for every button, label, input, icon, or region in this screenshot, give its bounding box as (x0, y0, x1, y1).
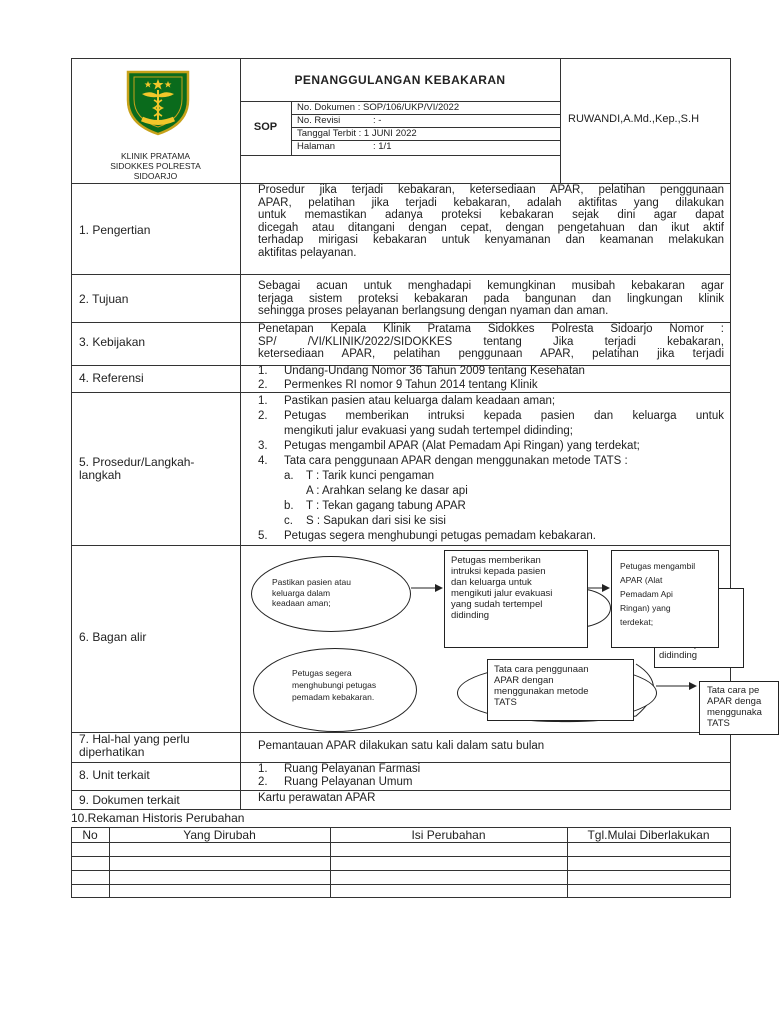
clinic-name: KLINIK PRATAMA SIDOKKES POLRESTA SIDOARJO (110, 151, 201, 181)
label-kebijakan: 3. Kebijakan (79, 335, 146, 349)
flow-node-ghost-instruksi: didinding (654, 588, 744, 668)
doc-field-halaman: Halaman : 1/1 (297, 141, 392, 152)
label-prosedur: 5. Prosedur/Langkah- langkah (79, 455, 195, 482)
rekaman-col-tgl: Tgl.Mulai Diberlakukan (587, 828, 710, 842)
flow-node-ambil-apar: Petugas mengambil APAR (Alat Pemadam Api Ringan) yang terdekat; (611, 550, 719, 648)
flowchart (241, 546, 762, 732)
doc-field-no-dokumen: No. Dokumen : SOP/106/UKP/VI/2022 (297, 102, 460, 113)
doc-field-tanggal: Tanggal Terbit : 1 JUNI 2022 (297, 128, 417, 139)
label-pengertian: 1. Pengertian (79, 223, 151, 237)
flow-node-pemadam: Petugas segera menghubungi petugas pemadam kebakaran. (253, 648, 417, 732)
signer-name: RUWANDI,A.Md.,Kep.,S.H (568, 113, 700, 125)
label-referensi: 4. Referensi (79, 371, 144, 385)
rekaman-col-dirubah: Yang Dirubah (183, 828, 256, 842)
text-kebijakan: Penetapan Kepala Klinik Pratama Sidokkes Polresta Sidoarjo Nomor : SP/ /VI/KLINIK/2022/SIDOKKES tentang Jika terjadi kebakaran, ketersediaan APAR, pelatihan penggunaan APAR, pelatihan jika terjadi (258, 323, 724, 360)
list-unit-terkait: 1. Ruang Pelayanan Farmasi 2. Ruang Pelayanan Umum (258, 763, 421, 788)
label-dokumen-terkait: 9. Dokumen terkait (79, 793, 180, 807)
list-referensi: 1. Undang-Undang Nomor 36 Tahun 2009 tentang Kesehatan 2. Permenkes RI nomor 9 Tahun 2014 tentang Klinik (258, 365, 585, 391)
rekaman-col-no: No (82, 828, 98, 842)
flow-node-tats: Tata cara penggunaan APAR dengan menggunakan metode TATS (487, 659, 634, 721)
text-hal-hal: Pemantauan APAR dilakukan satu kali dalam satu bulan (258, 740, 545, 752)
text-pengertian: Prosedur jika terjadi kebakaran, ketersediaan APAR, pelatihan penggunaan APAR, pelatihan jika terjadi kebakaran, adalah aktifitas yang dilakukan untuk memastikan adanya proteksi kebakaran sejak dini agar dapat dicegah atau ditangani dengan cepat, dengan pengetahuan dan ikut aktif terhadap mirigasi kebakaran untuk kenyamanan dan keamanan melakukan aktifitas pelayanan. (258, 184, 724, 259)
text-dokumen-terkait: Kartu perawatan APAR (258, 792, 376, 804)
list-prosedur: 1. Pastikan pasien atau keluarga dalam keadaan aman; 2. Petugas memberikan intruksi kepada pasien dan keluarga untuk mengikuti jalur evakuasi yang sudah tertempel didinding; 3. Petugas mengambil APAR (Alat Pemadam Api Ringan) yang terdekat; 4. Tata cara penggunaan APAR dengan menggunakan metode TATS : a. T : Tarik kunci pengaman A : Arahkan selang ke dasar api b. T : Tekan gagang tabung APAR c. S : Sapukan dari sisi ke sisi 5. Petugas segera menghubungi petugas pemadam kebakaran. (258, 395, 724, 542)
label-unit-terkait: 8. Unit terkait (79, 768, 150, 782)
label-hal-hal: 7. Hal-hal yang perlu diperhatikan (79, 732, 190, 759)
flow-node-instruksi: Petugas memberikan intruksi kepada pasien dan keluarga untuk mengikuti jalur evakuasi yang sudah tertempel didinding (444, 550, 588, 648)
document-title: PENANGGULANGAN KEBAKARAN (294, 73, 506, 87)
doc-field-no-revisi: No. Revisi : - (297, 115, 382, 126)
flow-node-pastikan: Pastikan pasien atau keluarga dalam keadaan aman; (251, 556, 411, 632)
label-tujuan: 2. Tujuan (79, 292, 129, 306)
sop-label: SOP (253, 121, 278, 133)
rekaman-title: 10.Rekaman Historis Perubahan (71, 811, 245, 825)
clinic-logo (122, 64, 194, 136)
flow-node-ghost-tats: Tata cara pe APAR denga menggunaka TATS (699, 681, 779, 735)
rekaman-col-isi: Isi Perubahan (411, 828, 486, 842)
label-bagan-alir: 6. Bagan alir (79, 630, 147, 644)
text-tujuan: Sebagai acuan untuk menghadapi kemungkinan musibah kebakaran agar terjaga sistem proteksi kebakaran pada bangunan dan lingkungan klinik sehingga proses pelayanan berlangsung dengan nyaman dan aman. (258, 280, 724, 317)
